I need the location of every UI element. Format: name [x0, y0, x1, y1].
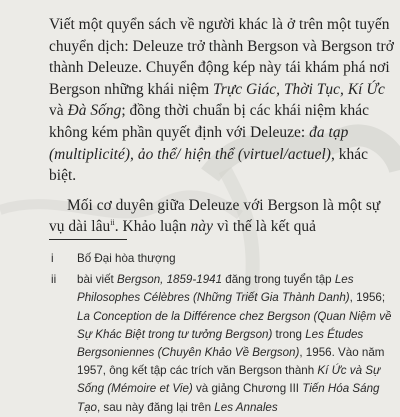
footnote-text-part: , 1956; [349, 291, 386, 305]
paragraph-1-text: Viết một quyển sách về người khác là ở trên một tuyến chuyển dịch: Deleuze trở thành Bergson và Bergson trở thành Deleuze. Chuyển động kép này tái khám phá nơi Bergson những khái niệm [49, 16, 394, 98]
paragraph-1-text: , khác biệt. [49, 145, 369, 185]
footnote-italic: Les Annales [214, 400, 278, 414]
footnote-italic: Les Philosophes Célèbres (Những Triết Gia Thành Danh) [77, 273, 354, 305]
italic-term: Trực Giác, Thời Tục, Kí Ức [213, 80, 385, 98]
paragraph-2 [49, 195, 394, 238]
footnote-text-part: và giảng Chương III [192, 382, 303, 396]
footnote-italic: La Conception de la Différence chez Bergson (Quan Niệm về Sự Khác Biệt trong tư tưởng Bergson) [77, 309, 392, 341]
paragraph-1-text: ; đồng thời chuẩn bị các khái niệm khác không kém phần quyết định với Deleuze: [49, 102, 370, 141]
italic-term: này [190, 218, 213, 236]
footnote-text-part: , sau này đăng lại trên [96, 400, 215, 414]
page-body [49, 14, 394, 238]
paragraph-2-text: Mối cơ duyên giữa Deleuze với Bergson là một sự vụ dài lâu [49, 196, 381, 236]
italic-term: đa tạp (multiplicité), ảo thể/ hiện thể (virtuel/actuel) [49, 123, 349, 163]
footnote-italic: Bergson, 1859-1941 [116, 273, 223, 287]
footnotes [51, 250, 394, 417]
footnote-text-part: bài viết [77, 273, 117, 287]
footnote-item [51, 271, 394, 417]
footnote-italic: Tiến Hóa Sáng Tạo [77, 382, 380, 414]
footnote-item [51, 250, 394, 268]
footnote-italic: Kí Ức và Sự Sống (Mémoire et Vie) [77, 364, 381, 396]
italic-term: Đà Sống [67, 102, 122, 120]
paragraph-2-text: . Khảo luận [114, 218, 191, 236]
footnote-text [77, 271, 394, 417]
footnote-divider [49, 239, 127, 240]
paragraph-1 [49, 14, 394, 187]
footnote-text-part: đăng trong tuyển tập [222, 273, 335, 287]
footnote-text-part: , 1956. Vào năm 1957, ông kết tập các trích văn Bergson thành [77, 346, 385, 378]
paragraph-1-text: và [49, 102, 68, 120]
footnote-text-part: trong [272, 327, 306, 341]
paragraph-2-text: vì thế là kết quả [212, 218, 316, 236]
footnote-mark: ii [51, 273, 57, 287]
footnote-ref: ii [110, 218, 115, 228]
footnote-italic: Les Études Bergsoniennes (Chuyên Khảo Về Bergson) [77, 327, 364, 360]
footnote-text: Bố Đại hòa thượng [77, 252, 176, 265]
footnote-mark: i [51, 252, 54, 265]
